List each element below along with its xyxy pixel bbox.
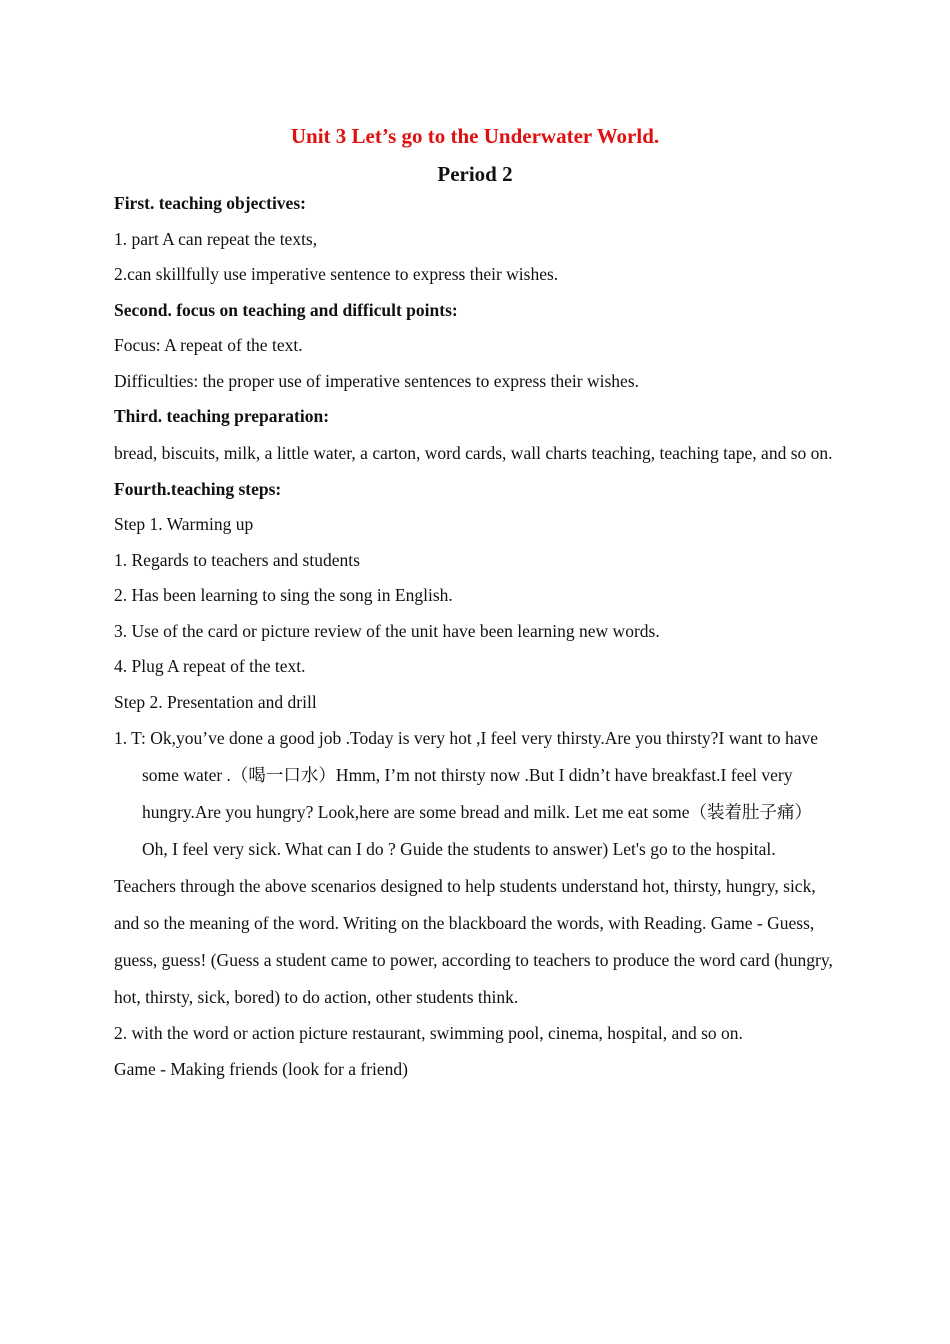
step-heading: Step 1. Warming up (114, 514, 254, 534)
step-item: 2. Has been learning to sing the song in English. (114, 585, 453, 605)
objective-item: 1. part A can repeat the texts, (114, 228, 318, 249)
difficulties-text: Difficulties: the proper use of imperative sentences to express their wishes. (114, 370, 640, 391)
step-heading: Step 2. Presentation and drill (114, 691, 317, 712)
focus-text: Focus: A repeat of the text. (114, 335, 303, 355)
preparation-text: bread, biscuits, milk, a little water, a carton, word cards, wall charts teaching, teaching tape, and so on. (114, 442, 833, 463)
step-item: 3. Use of the card or picture review of the unit have been learning new words. (114, 620, 660, 641)
objectives-heading: First. teaching objectives: (114, 193, 306, 213)
document-body (114, 186, 834, 1087)
step-item: 1. Regards to teachers and students (114, 549, 360, 570)
objective-item: 2.can skillfully use imperative sentence to express their wishes. (114, 264, 559, 284)
document-title: Unit 3 Let’s go to the Underwater World. (290, 124, 660, 148)
steps-heading: Fourth.teaching steps: (114, 478, 282, 499)
period-subtitle: Period 2 (437, 162, 513, 186)
step-item: 1. T: Ok,you’ve done a good job .Today is very hot ,I feel very thirsty.Are you thirsty?I want to have some water .（喝一口水）Hmm, I’m not thirsty now .But I didn’t have breakfast.I feel very hungry.Are you hungry? Look,here are some bread and milk. Let me eat some（装着肚子痛）Oh, I feel very sick. What can I do ? Guide the students to answer) Let's go to the hospital. (114, 728, 819, 859)
preparation-heading: Third. teaching preparation: (114, 406, 330, 426)
step-paragraph: Teachers through the above scenarios designed to help students understand hot, thirsty, hungry, sick, and so the meaning of the word. Writing on the blackboard the words, with Reading. Game - Guess, guess, guess! (Guess a student came to power, according to teachers to produce the word card (hungry, hot, thirsty, sick, bored) to do action, other students think. (114, 876, 833, 1007)
game-item: Game - Making friends (look for a friend) (114, 1058, 408, 1079)
focus-heading: Second. focus on teaching and difficult points: (114, 299, 458, 320)
step-item: 4. Plug A repeat of the text. (114, 656, 306, 676)
step-item: 2. with the word or action picture restaurant, swimming pool, cinema, hospital, and so on. (114, 1023, 743, 1043)
